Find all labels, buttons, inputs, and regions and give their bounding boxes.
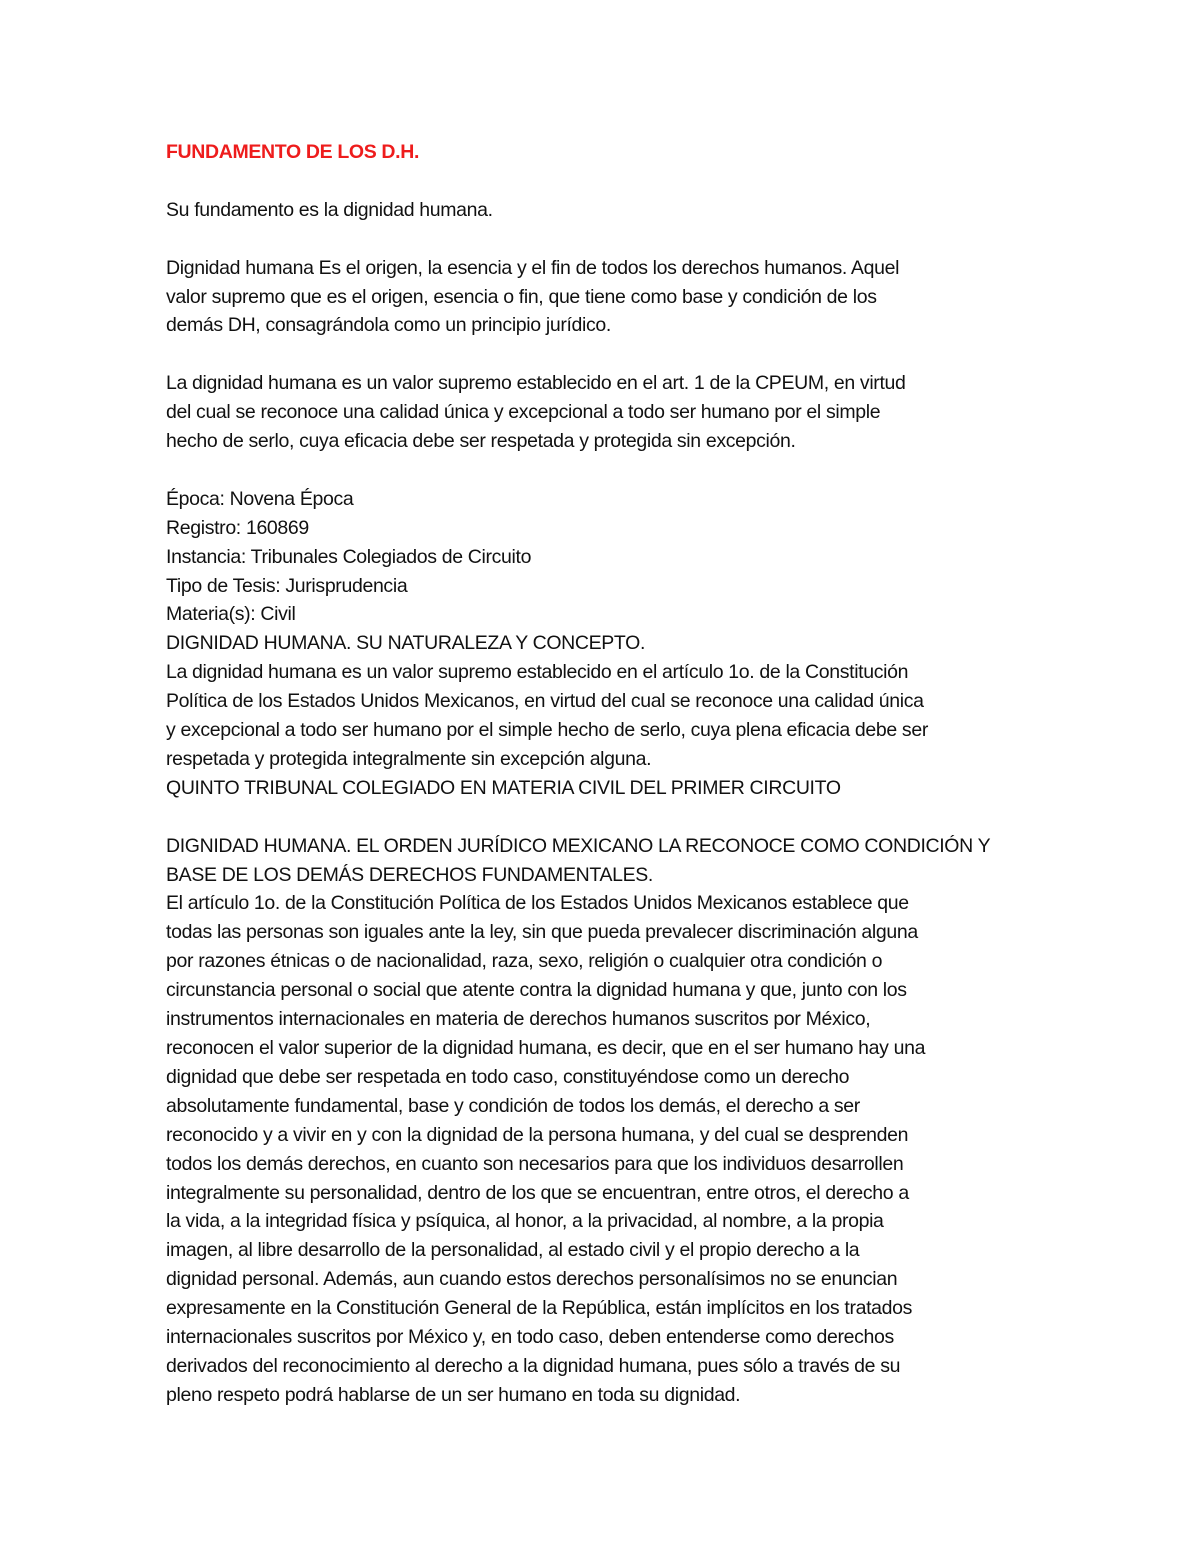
thesis-meta-instancia: Instancia: Tribunales Colegiados de Circuito: [166, 545, 532, 568]
thesis-meta-tipo: Tipo de Tesis: Jurisprudencia: [166, 574, 408, 597]
document-title: FUNDAMENTO DE LOS D.H.: [166, 141, 420, 163]
spacer: [166, 803, 1046, 832]
spacer: [166, 167, 1046, 196]
intro-text: Su fundamento es la dignidad humana.: [166, 198, 493, 221]
paragraph-line: La dignidad humana es un valor supremo establecido en el art. 1 de la CPEUM, en virtud: [166, 372, 906, 395]
thesis-body-line: Política de los Estados Unidos Mexicanos, en virtud del cual se reconoce una calidad única: [166, 690, 924, 713]
thesis-1: [166, 485, 1046, 803]
thesis-body-line: circunstancia personal o social que atente contra la dignidad humana y que, junto con los: [166, 979, 907, 1002]
thesis-title-line: BASE DE LOS DEMÁS DERECHOS FUNDAMENTALES.: [166, 863, 653, 886]
thesis-body-line: absolutamente fundamental, base y condición de todos los demás, el derecho a ser: [166, 1094, 860, 1117]
thesis-body-line: El artículo 1o. de la Constitución Política de los Estados Unidos Mexicanos establece que: [166, 892, 909, 915]
spacer: [166, 225, 1046, 254]
paragraph-dignity-definition: [166, 254, 1046, 341]
thesis-body-line: todos los demás derechos, en cuanto son necesarios para que los individuos desarrollen: [166, 1152, 904, 1175]
thesis-body-line: expresamente en la Constitución General de la República, están implícitos en los tratados: [166, 1297, 913, 1320]
thesis-title: DIGNIDAD HUMANA. SU NATURALEZA Y CONCEPTO.: [166, 632, 646, 655]
thesis-body-line: todas las personas son iguales ante la ley, sin que pueda prevalecer discriminación alguna: [166, 921, 918, 944]
paragraph-line: valor supremo que es el origen, esencia o fin, que tiene como base y condición de los: [166, 285, 877, 308]
paragraph-line: del cual se reconoce una calidad única y excepcional a todo ser humano por el simple: [166, 401, 881, 424]
paragraph-line: hecho de serlo, cuya eficacia debe ser respetada y protegida sin excepción.: [166, 430, 796, 453]
thesis-body-line: derivados del reconocimiento al derecho a la dignidad humana, pues sólo a través de su: [166, 1354, 901, 1377]
thesis-body-line: La dignidad humana es un valor supremo establecido en el artículo 1o. de la Constitución: [166, 661, 909, 684]
thesis-title-line: DIGNIDAD HUMANA. EL ORDEN JURÍDICO MEXICANO LA RECONOCE COMO CONDICIÓN Y: [166, 834, 991, 857]
thesis-body-line: integralmente su personalidad, dentro de los que se encuentran, entre otros, el derecho a: [166, 1181, 909, 1204]
thesis-body-line: instrumentos internacionales en materia de derechos humanos suscritos por México,: [166, 1008, 871, 1031]
document-page: [166, 138, 1046, 1410]
thesis-2: [166, 832, 1046, 1410]
thesis-body-line: internacionales suscritos por México y, en todo caso, deben entenderse como derechos: [166, 1326, 894, 1349]
thesis-body-line: la vida, a la integridad física y psíquica, al honor, a la privacidad, al nombre, a la propia: [166, 1210, 884, 1233]
thesis-body-line: pleno respeto podrá hablarse de un ser humano en toda su dignidad.: [166, 1383, 741, 1406]
thesis-body-line: dignidad que debe ser respetada en todo caso, constituyéndose como un derecho: [166, 1065, 850, 1088]
thesis-meta-materia: Materia(s): Civil: [166, 603, 296, 626]
spacer: [166, 340, 1046, 369]
paragraph-line: demás DH, consagrándola como un principio jurídico.: [166, 314, 611, 337]
thesis-court: QUINTO TRIBUNAL COLEGIADO EN MATERIA CIVIL DEL PRIMER CIRCUITO: [166, 776, 841, 799]
thesis-meta-registro: Registro: 160869: [166, 516, 309, 539]
thesis-body-line: dignidad personal. Además, aun cuando estos derechos personalísimos no se enuncian: [166, 1268, 898, 1291]
thesis-body-line: respetada y protegida integralmente sin excepción alguna.: [166, 747, 652, 770]
thesis-body-line: reconocen el valor superior de la dignidad humana, es decir, que en el ser humano hay una: [166, 1037, 926, 1060]
thesis-body-line: por razones étnicas o de nacionalidad, raza, sexo, religión o cualquier otra condición o: [166, 950, 883, 973]
thesis-meta-epoca: Época: Novena Época: [166, 487, 354, 510]
thesis-body-line: imagen, al libre desarrollo de la personalidad, al estado civil y el propio derecho a la: [166, 1239, 860, 1262]
paragraph-line: Dignidad humana Es el origen, la esencia y el fin de todos los derechos humanos. Aquel: [166, 256, 900, 279]
spacer: [166, 456, 1046, 485]
paragraph-cpeum: [166, 369, 1046, 456]
thesis-body-line: y excepcional a todo ser humano por el simple hecho de serlo, cuya plena eficacia debe ser: [166, 719, 928, 742]
thesis-body-line: reconocido y a vivir en y con la dignidad de la persona humana, y del cual se desprenden: [166, 1123, 909, 1146]
